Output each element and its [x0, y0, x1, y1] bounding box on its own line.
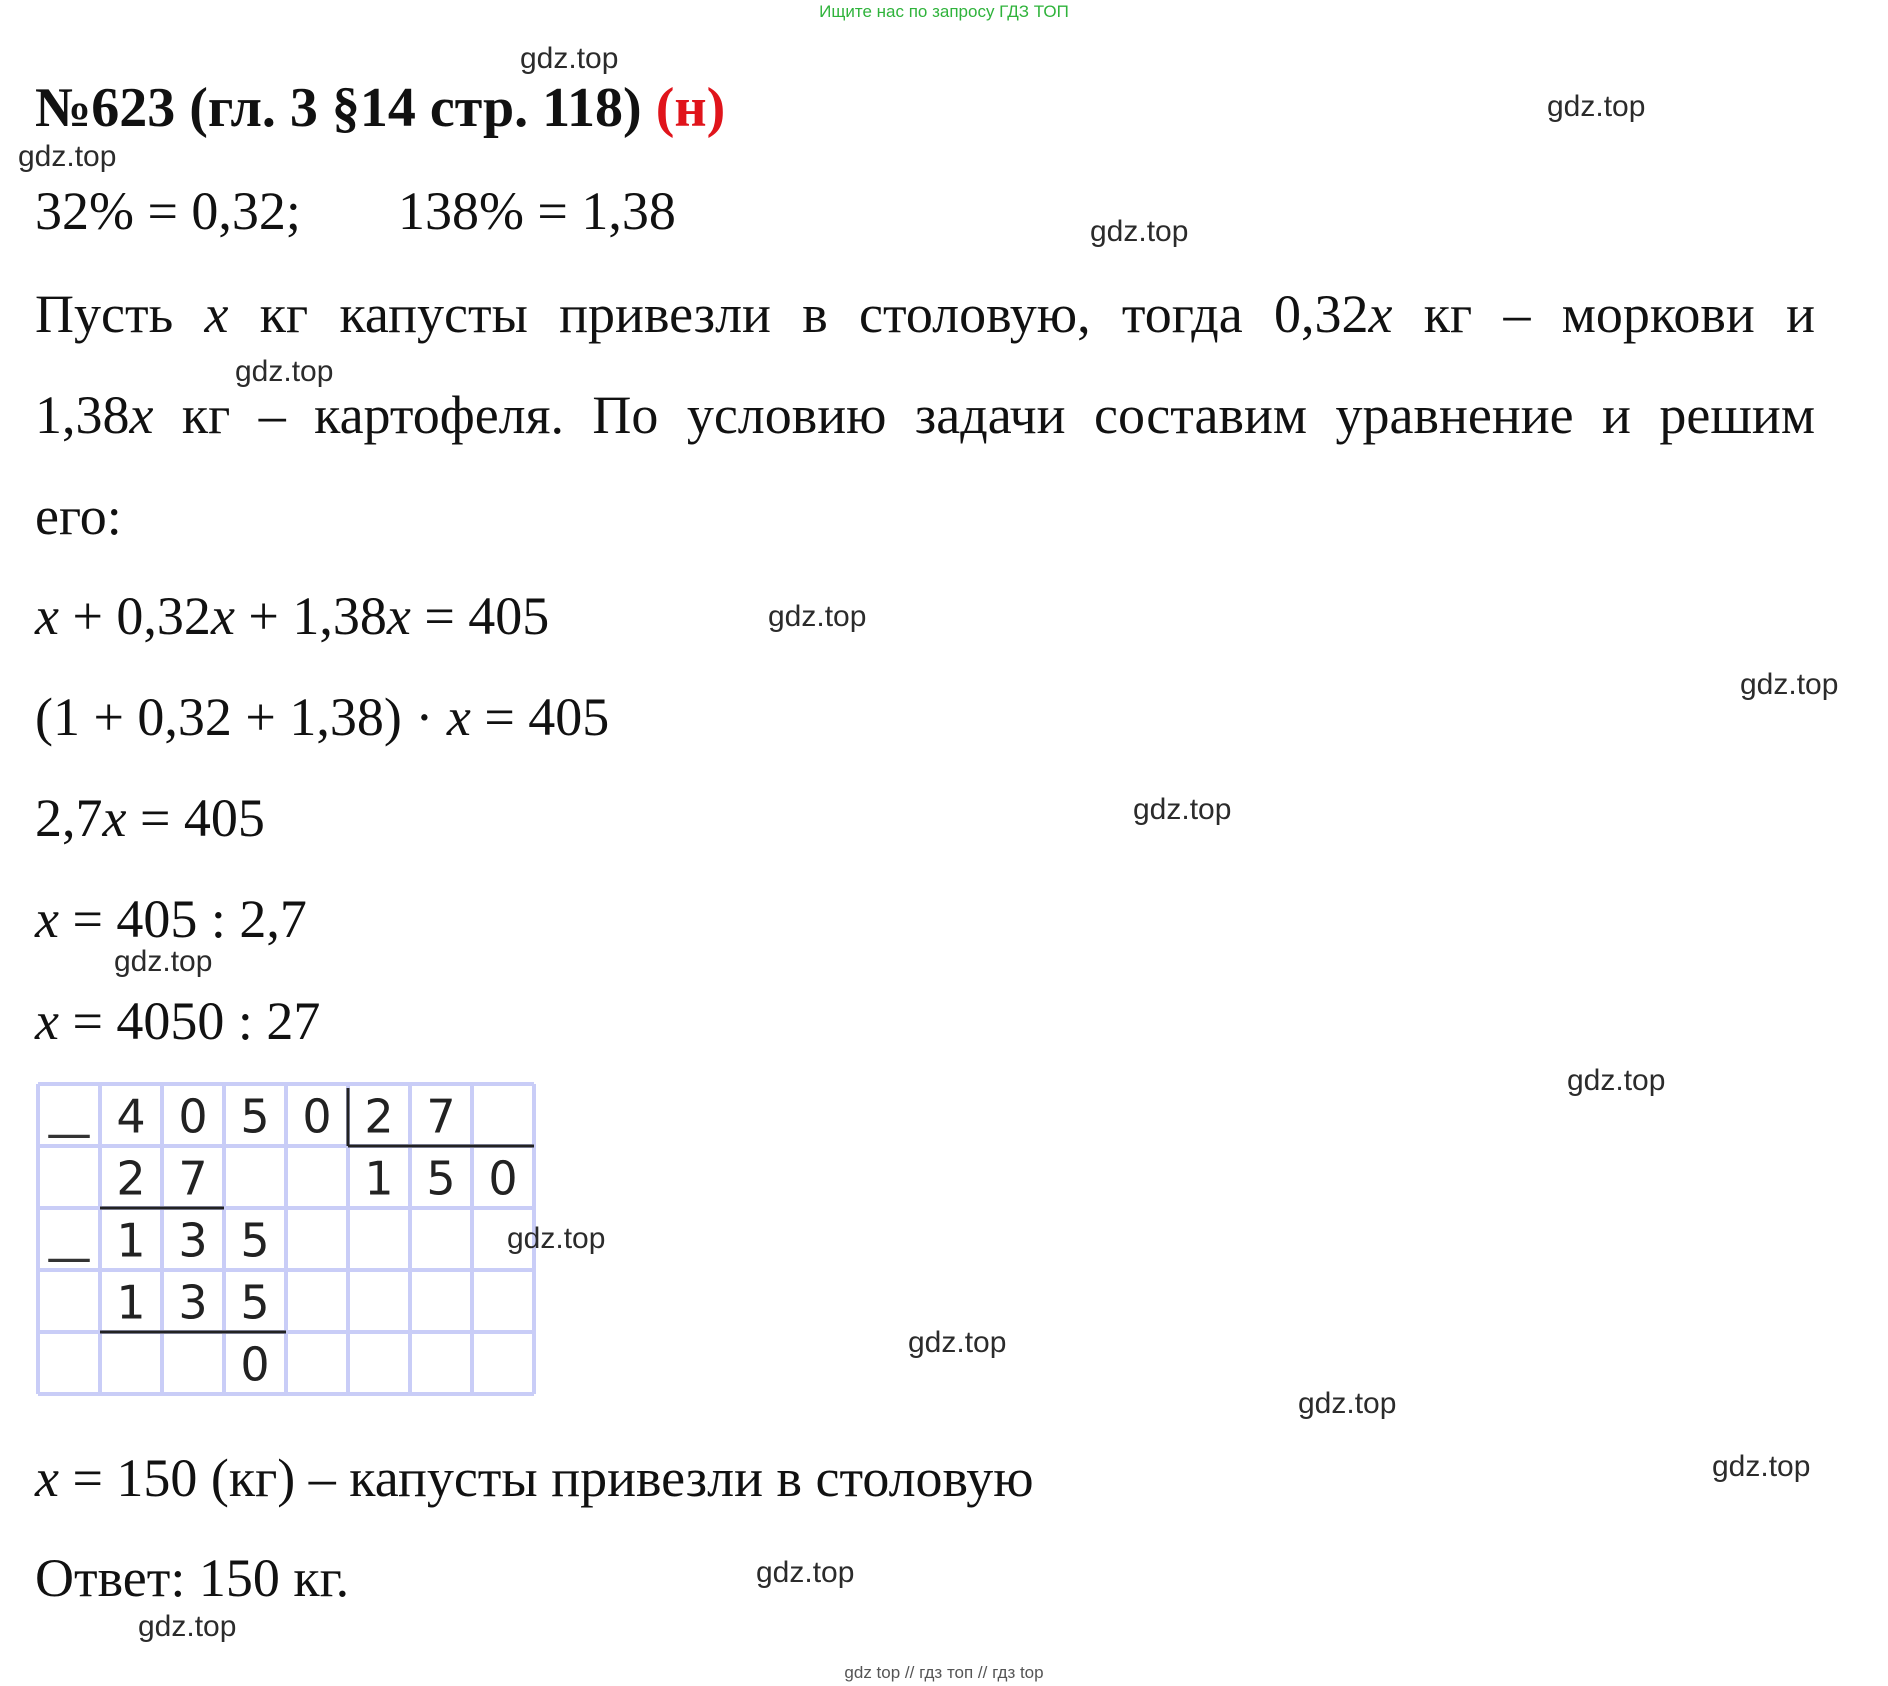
- dividend-digit: 5: [240, 1089, 270, 1144]
- eq-text: + 1,38: [234, 586, 387, 646]
- dividend-digit: 0: [178, 1089, 208, 1144]
- footer: gdz top // гдз топ // гдз top: [844, 1663, 1044, 1682]
- dividend-digit: 4: [116, 1089, 146, 1144]
- var-x: x: [210, 586, 235, 646]
- watermark: gdz.top: [1090, 215, 1189, 248]
- watermark: gdz.top: [1298, 1387, 1397, 1420]
- eq-text: = 405 : 2,7: [58, 889, 307, 949]
- para-text: Пусть: [35, 284, 205, 344]
- paragraph-line-2: [35, 384, 1815, 446]
- quotient-digit: 1: [364, 1151, 394, 1206]
- work-digit: 1: [116, 1213, 146, 1268]
- watermark: gdz.top: [114, 945, 213, 978]
- watermark: gdz.top: [18, 140, 117, 173]
- var-x: x: [386, 586, 411, 646]
- watermark: gdz.top: [520, 42, 619, 75]
- watermark: gdz.top: [1567, 1064, 1666, 1097]
- long-division: [36, 1082, 536, 1402]
- var-x: x: [129, 385, 154, 445]
- eq-text: = 405: [470, 687, 610, 747]
- work-digit: 7: [178, 1151, 208, 1206]
- work-digit: 2: [116, 1151, 146, 1206]
- eq-text: = 405: [410, 586, 550, 646]
- watermark: gdz.top: [235, 355, 334, 388]
- watermark: gdz.top: [768, 600, 867, 633]
- percent-b: 138% = 1,38: [397, 181, 676, 241]
- watermark: gdz.top: [908, 1326, 1007, 1359]
- work-digit: 0: [240, 1337, 270, 1392]
- minus-sign: —: [46, 1106, 92, 1161]
- watermark: gdz.top: [756, 1556, 855, 1589]
- divisor-digit: 2: [364, 1089, 394, 1144]
- eq-text: (1 + 0,32 + 1,38) ·: [35, 687, 447, 747]
- para-text: кг – картофеля. По условию задачи составим уравнение и решим: [153, 385, 1815, 445]
- work-digit: 3: [178, 1275, 208, 1330]
- divisor-digit: 7: [426, 1089, 456, 1144]
- var-x: x: [35, 1448, 59, 1508]
- para-text: кг – моркови и: [1392, 284, 1815, 344]
- quotient-digit: 5: [426, 1151, 456, 1206]
- var-x: x: [35, 889, 59, 949]
- eq-text: = 405: [126, 788, 265, 848]
- watermark: gdz.top: [507, 1222, 606, 1255]
- result-text: = 150 (кг) – капусты привезли в столовую: [58, 1448, 1034, 1508]
- work-digit: 1: [116, 1275, 146, 1330]
- dividend-digit: 0: [302, 1089, 332, 1144]
- percents-line: [35, 180, 676, 242]
- top-banner: Ищите нас по запросу ГДЗ ТОП: [819, 2, 1069, 21]
- eq-text: = 4050 : 27: [58, 991, 321, 1051]
- work-digit: 3: [178, 1213, 208, 1268]
- watermark: gdz.top: [1712, 1450, 1811, 1483]
- work-digit: 5: [240, 1275, 270, 1330]
- answer-line: Ответ: 150 кг.: [35, 1548, 350, 1608]
- equation-5: [35, 990, 320, 1052]
- quotient-digit: 0: [488, 1151, 518, 1206]
- equation-2: [35, 686, 609, 748]
- percent-a: 32% = 0,32;: [35, 181, 301, 241]
- eq-text: + 0,32: [58, 586, 211, 646]
- minus-sign: —: [46, 1230, 92, 1285]
- para-text: 1,38: [35, 385, 130, 445]
- title-mark: (н): [655, 77, 726, 139]
- equation-3: [35, 787, 265, 849]
- var-x: x: [35, 586, 59, 646]
- watermark: gdz.top: [138, 1610, 237, 1643]
- var-x: x: [1368, 284, 1393, 344]
- work-digit: 5: [240, 1213, 270, 1268]
- eq-text: 2,7: [35, 788, 103, 848]
- watermark: gdz.top: [1547, 90, 1646, 123]
- paragraph-line-3: его:: [35, 486, 122, 546]
- long-division-grid: [36, 1082, 536, 1402]
- para-text: кг капусты привезли в столовую, тогда 0,32: [228, 284, 1369, 344]
- watermark: gdz.top: [1133, 793, 1232, 826]
- var-x: x: [204, 284, 229, 344]
- page-title: [35, 76, 725, 140]
- var-x: x: [102, 788, 127, 848]
- equation-4: [35, 888, 307, 950]
- title-text: №623 (гл. 3 §14 стр. 118): [35, 77, 642, 139]
- equation-1: [35, 585, 549, 647]
- result-line: [35, 1447, 1034, 1509]
- var-x: x: [446, 687, 471, 747]
- var-x: x: [35, 991, 59, 1051]
- watermark: gdz.top: [1740, 668, 1839, 701]
- paragraph-line-1: [35, 283, 1815, 345]
